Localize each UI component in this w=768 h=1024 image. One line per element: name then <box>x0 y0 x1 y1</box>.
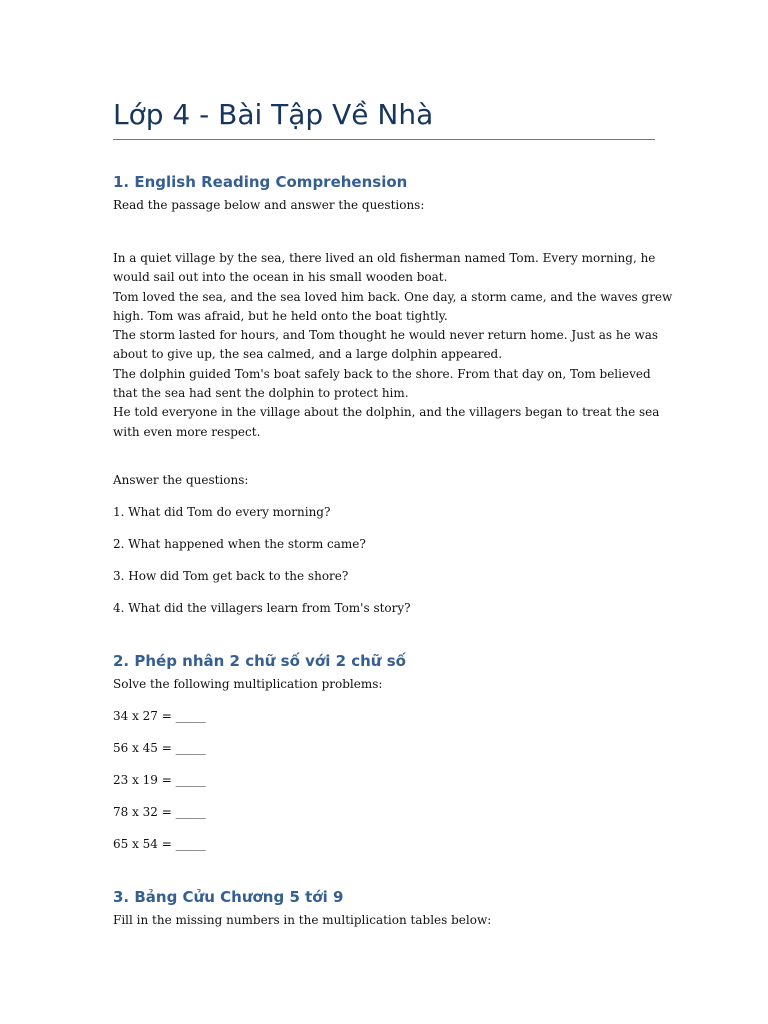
passage-line: would sail out into the ocean in his small wooden boat. <box>113 270 448 285</box>
passage-line: Tom loved the sea, and the sea loved him back. One day, a storm came, and the waves grew <box>113 289 673 304</box>
reading-passage <box>113 249 673 442</box>
passage-line: The storm lasted for hours, and Tom thought he would never return home. Just as he was <box>113 328 659 343</box>
question-item: 2. What happened when the storm came? <box>113 537 366 551</box>
passage-line: with even more respect. <box>113 424 261 439</box>
section-heading-multiplication: 2. Phép nhân 2 chữ số với 2 chữ số <box>113 652 406 670</box>
question-item: 4. What did the villagers learn from Tom's story? <box>113 601 411 615</box>
question-item: 1. What did Tom do every morning? <box>113 505 331 519</box>
multiplication-problem: 56 x 45 = _____ <box>113 741 206 755</box>
questions-instructions: Answer the questions: <box>113 473 249 487</box>
passage-line: He told everyone in the village about the dolphin, and the villagers began to treat the sea <box>113 405 660 420</box>
section-heading-times-tables: 3. Bảng Cửu Chương 5 tới 9 <box>113 888 344 906</box>
multiplication-instructions: Solve the following multiplication problems: <box>113 677 383 691</box>
passage-line: In a quiet village by the sea, there lived an old fisherman named Tom. Every morning, he <box>113 251 656 265</box>
multiplication-problem: 34 x 27 = _____ <box>113 709 206 723</box>
passage-line: about to give up, the sea calmed, and a large dolphin appeared. <box>113 347 503 362</box>
section-heading-reading: 1. English Reading Comprehension <box>113 173 408 191</box>
passage-line: high. Tom was afraid, but he held onto the boat tightly. <box>113 308 448 323</box>
question-item: 3. How did Tom get back to the shore? <box>113 569 349 583</box>
document-title: Lớp 4 - Bài Tập Về Nhà <box>113 98 434 131</box>
multiplication-problem: 65 x 54 = _____ <box>113 837 206 851</box>
times-tables-instructions: Fill in the missing numbers in the multiplication tables below: <box>113 913 492 927</box>
passage-line: The dolphin guided Tom's boat safely back to the shore. From that day on, Tom believed <box>113 366 651 381</box>
reading-instructions: Read the passage below and answer the questions: <box>113 198 425 212</box>
passage-line: that the sea had sent the dolphin to protect him. <box>113 386 409 401</box>
title-underline <box>113 139 655 140</box>
multiplication-problem: 23 x 19 = _____ <box>113 773 206 787</box>
multiplication-problem: 78 x 32 = _____ <box>113 805 206 819</box>
